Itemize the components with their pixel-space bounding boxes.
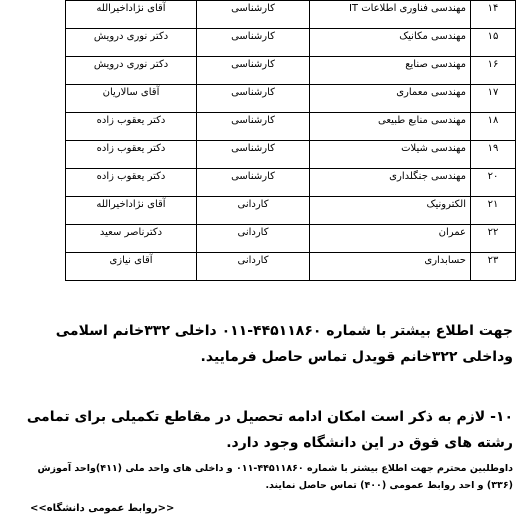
- programs-table-body: [66, 1, 516, 281]
- table-row: [66, 197, 516, 225]
- program-name-cell: عمران: [310, 225, 471, 253]
- contact-info-paragraph: جهت اطلاع بیشتر با شماره ۴۴۵۱۱۸۶۰-۰۱۱ داخلی ۳۳۲خانم اسلامی وداخلی ۳۲۲خانم قویدل تماس حاصل فرمایید.: [55, 323, 513, 365]
- department-head-cell: دکتر یعقوب زاده: [66, 169, 197, 197]
- degree-cell: کارشناسی: [197, 1, 310, 29]
- table-row: [66, 1, 516, 29]
- program-name-cell: مهندسی منابع طبیعی: [310, 113, 471, 141]
- row-number-cell: ۲۰: [471, 169, 516, 197]
- row-number-cell: ۲۲: [471, 225, 516, 253]
- degree-cell: کاردانی: [197, 253, 310, 281]
- degree-cell: کارشناسی: [197, 169, 310, 197]
- department-head-cell: آقای سالاریان: [66, 85, 197, 113]
- program-name-cell: الکترونیک: [310, 197, 471, 225]
- row-number-cell: ۲۱: [471, 197, 516, 225]
- table-row: [66, 113, 516, 141]
- table-row: [66, 85, 516, 113]
- table-row: [66, 225, 516, 253]
- row-number-cell: ۱۴: [471, 1, 516, 29]
- program-name-cell: مهندسی معماری: [310, 85, 471, 113]
- program-name-cell: مهندسی شیلات: [310, 141, 471, 169]
- program-name-cell: حسابداری: [310, 253, 471, 281]
- degree-cell: کارشناسی: [197, 141, 310, 169]
- row-number-cell: ۱۵: [471, 29, 516, 57]
- signature: <<روابط عمومی دانشگاه>>: [30, 503, 175, 514]
- degree-cell: کارشناسی: [197, 29, 310, 57]
- department-head-cell: دکترناصر سعید: [66, 225, 197, 253]
- department-head-cell: دکتر نوری درویش: [66, 57, 197, 85]
- table-row: [66, 141, 516, 169]
- degree-cell: کارشناسی: [197, 113, 310, 141]
- table-row: [66, 253, 516, 281]
- footer-note: داوطلبین محترم جهت اطلاع بیشتر با شماره ۴۴۵۱۱۸۶۰-۰۱۱ و داخلی های واحد ملی (۴۱۱)واحد آموزش (۳۳۶) و احد روابط عمومی (۴۰۰) تماس حاصل نمایند.: [37, 463, 513, 491]
- table-row: [66, 29, 516, 57]
- table-row: [66, 57, 516, 85]
- programs-table: [65, 0, 516, 281]
- department-head-cell: آقای نژاداخیرالله: [66, 1, 197, 29]
- degree-cell: کاردانی: [197, 225, 310, 253]
- degree-cell: کارشناسی: [197, 85, 310, 113]
- row-number-cell: ۲۳: [471, 253, 516, 281]
- department-head-cell: دکتر نوری درویش: [66, 29, 197, 57]
- further-study-paragraph: ۱۰- لازم به ذکر است امکان ادامه تحصیل در مقاطع تکمیلی برای تمامی رشته های فوق در این دانشگاه وجود دارد.: [26, 409, 513, 451]
- department-head-cell: دکتر یعقوب زاده: [66, 141, 197, 169]
- table-row: [66, 169, 516, 197]
- department-head-cell: آقای نیازی: [66, 253, 197, 281]
- row-number-cell: ۱۷: [471, 85, 516, 113]
- degree-cell: کاردانی: [197, 197, 310, 225]
- department-head-cell: دکتر یعقوب زاده: [66, 113, 197, 141]
- degree-cell: کارشناسی: [197, 57, 310, 85]
- row-number-cell: ۱۹: [471, 141, 516, 169]
- row-number-cell: ۱۸: [471, 113, 516, 141]
- program-name-cell: مهندسی مکانیک: [310, 29, 471, 57]
- program-name-cell: مهندسی صنایع: [310, 57, 471, 85]
- row-number-cell: ۱۶: [471, 57, 516, 85]
- department-head-cell: آقای نژاداخیرالله: [66, 197, 197, 225]
- program-name-cell: مهندسی جنگلداری: [310, 169, 471, 197]
- program-name-cell: مهندسی فناوری اطلاعات IT: [310, 1, 471, 29]
